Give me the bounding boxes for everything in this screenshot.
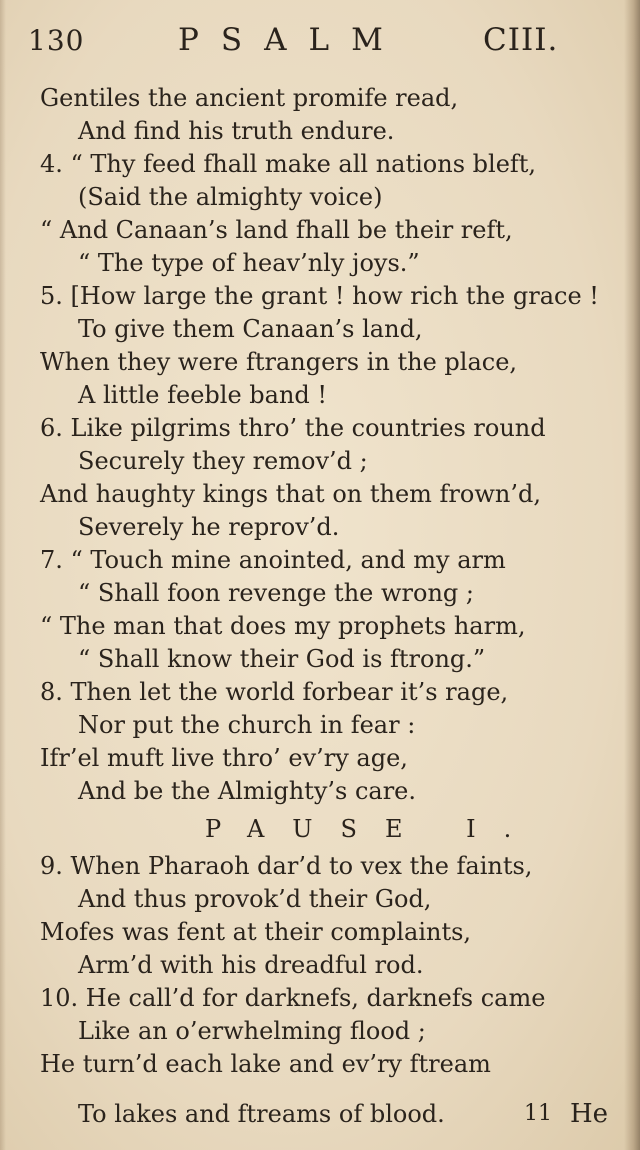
verse-line: 5. [How large the grant ! how rich the grace ! xyxy=(40,282,599,310)
verse-line: Ifr’el muft live thro’ ev’ry age, xyxy=(40,744,408,772)
page-footer xyxy=(40,1097,609,1131)
verse-line: “ The man that does my prophets harm, xyxy=(40,612,526,640)
verse-line: 9. When Pharaoh dar’d to vex the faints, xyxy=(40,852,533,880)
verse-line: A little feeble band ! xyxy=(78,381,328,409)
verse-line: And thus provok’d their God, xyxy=(78,885,432,913)
verse-line: 7. “ Touch mine anointed, and my arm xyxy=(40,546,506,574)
verse-line: Like an o’erwhelming flood ; xyxy=(78,1017,426,1045)
verse-line: “ The type of heav’nly joys.” xyxy=(78,249,420,277)
psalm-number: CIII. xyxy=(483,22,559,58)
verse-line: Nor put the church in fear : xyxy=(78,711,416,739)
pause-heading: PAUSE I. xyxy=(205,815,540,843)
psalm-text xyxy=(40,82,620,1081)
verse-line: 4. “ Thy feed fhall make all nations bleft, xyxy=(40,150,537,178)
verse-line: “ Shall foon revenge the wrong ; xyxy=(78,579,474,607)
verse-line: “ Shall know their God is ftrong.” xyxy=(78,645,486,673)
verse-line: To give them Canaan’s land, xyxy=(78,315,423,343)
verse-line: And find his truth endure. xyxy=(78,117,395,145)
verse-line: 8. Then let the world forbear it’s rage, xyxy=(40,678,509,706)
verse-line: Securely they remov’d ; xyxy=(78,447,368,475)
verse-line: Gentiles the ancient promife read, xyxy=(40,84,459,112)
verse-line: And be the Almighty’s care. xyxy=(78,777,417,805)
verse-line: “ And Canaan’s land fhall be their reft, xyxy=(40,216,513,244)
verse-line: (Said the almighty voice) xyxy=(78,183,383,211)
page-gutter-shadow xyxy=(0,0,6,1150)
verse-line: To lakes and ftreams of blood. xyxy=(78,1100,445,1128)
verse-line: 10. He call’d for darknefs, darknefs came xyxy=(40,984,546,1012)
verse-line: He turn’d each lake and ev’ry ftream xyxy=(40,1050,491,1078)
running-title: PSALM xyxy=(178,22,405,58)
signature-mark: 11 xyxy=(524,1101,552,1126)
verse-line: Mofes was fent at their complaints, xyxy=(40,918,472,946)
verse-line: And haughty kings that on them frown’d, xyxy=(40,480,541,508)
verse-line: Arm’d with his dreadful rod. xyxy=(78,951,424,979)
catchword: He xyxy=(570,1099,609,1129)
page-number: 130 xyxy=(28,24,85,57)
verse-line: 6. Like pilgrims thro’ the countries round xyxy=(40,414,546,442)
running-header xyxy=(28,22,588,62)
page-edge-shadow xyxy=(624,0,640,1150)
verse-line: When they were ftrangers in the place, xyxy=(40,348,518,376)
verse-line: Severely he reprov’d. xyxy=(78,513,340,541)
